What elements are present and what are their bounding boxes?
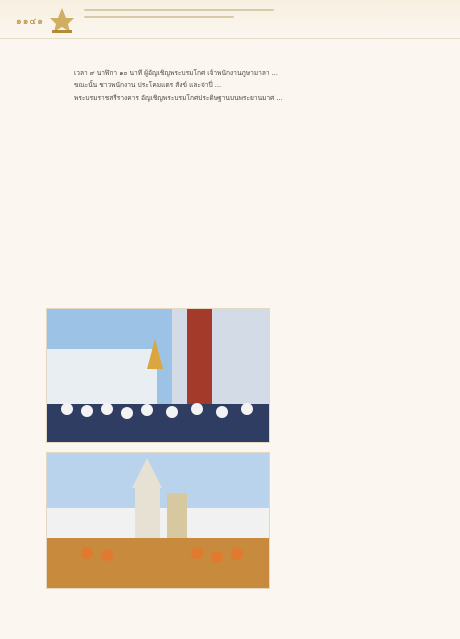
- header-text: [84, 9, 274, 27]
- page-number: ๑๑๔๑: [16, 17, 44, 27]
- ceremony-photo-1: [46, 308, 270, 443]
- paragraph: เวลา ๙ นาฬิกา ๑๐ นาที ผู้อัญเชิญพระบรมโกศ เจ้าพนักงานภูษามาลา ...: [74, 69, 278, 77]
- body-text: [56, 68, 412, 105]
- crown-emblem-icon: [46, 6, 78, 34]
- paragraph: ขณะนั้น ชาวพนักงาน ประโคมแตร สังข์ และจ่าปี่ ...: [74, 81, 222, 90]
- paragraph: พระบรมราชสรีรางคาร อัญเชิญพระบรมโกศประดิษฐานบนพระยานมาศ ...: [74, 93, 283, 102]
- header-band: [0, 0, 460, 39]
- ceremony-photo-2: [46, 452, 270, 589]
